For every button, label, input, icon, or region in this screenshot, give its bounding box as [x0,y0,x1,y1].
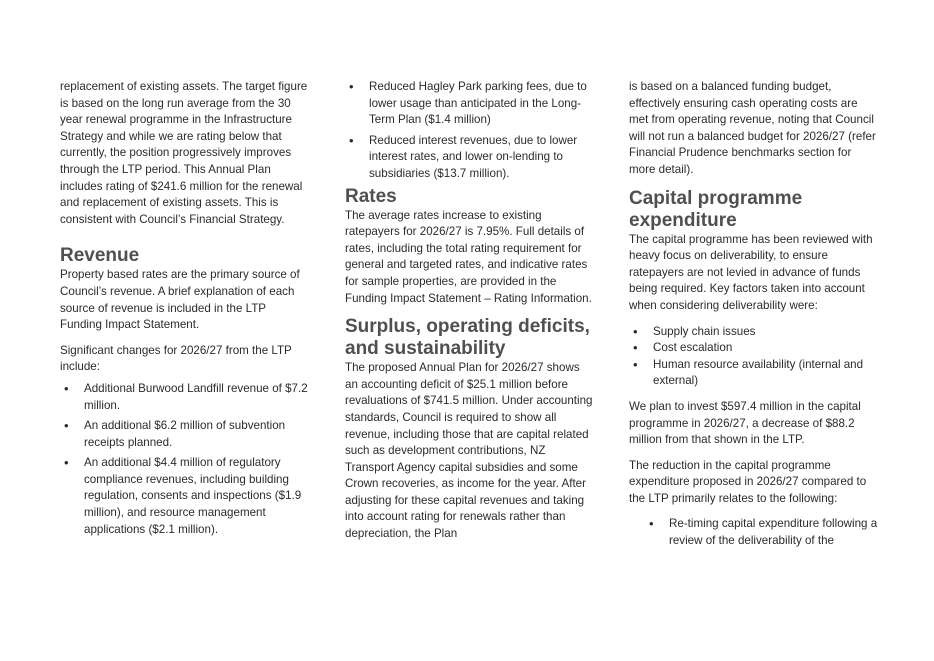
list-item: • Human resource availability (internal and external) [629,357,879,390]
heading-capital-programme: Capital programme expenditure [629,187,803,231]
paragraph-surplus: The proposed Annual Plan for 2026/27 shows an accounting deficit of $25.1 million before revaluations of $741.5 million. Under accounting standards, Council is required to show all revenue, including those that are capital related such as development contributions, NZ Transport Agency capital subsidies and some Crown recoveries, as income for the year. After adjusting for these capital revenues and taking into account rating for renewals rather than depreciation, the Plan [345,361,593,541]
column-middle [345,79,595,543]
heading-rates: Rates [345,185,397,207]
paragraph-revenue-sources: Property based rates are the primary source of Council’s revenue. A brief explanation of each source of revenue is included in the LTP Funding Impact Statement. [60,268,300,332]
reduction-reasons-list [629,516,879,549]
list-item: • An additional $6.2 million of subvention receipts planned. [60,418,310,451]
list-item: • Additional Burwood Landfill revenue of $7.2 million. [60,381,310,414]
list-item: • Cost escalation [629,340,879,357]
list-item: • Reduced interest revenues, due to lower interest rates, and lower on-lending to subsidiaries ($13.7 million). [345,133,595,183]
list-item: • Reduced Hagley Park parking fees, due to lower usage than anticipated in the Long-Term Plan ($1.4 million) [345,79,595,129]
heading-revenue: Revenue [60,245,140,267]
paragraph-asset-renewal: replacement of existing assets. The target figure is based on the long run average from the 30 year renewal programme in the Infrastructure Strategy and while we are rating below that currently, the position progressively improves through the LTP period. This Annual Plan includes rating of $241.6 million for the renewal and replacement of existing assets. This is consistent with Council’s Financial Strategy. [60,80,308,226]
paragraph-balanced-budget: is based on a balanced funding budget, effectively ensuring cash operating costs are met from operating revenue, noting that Council will not run a balanced budget for 2026/27 (refer Financial Prudence benchmarks section for more detail). [629,80,876,176]
paragraph-rates: The average rates increase to existing ratepayers for 2026/27 is 7.95%. Full details of rates, including the total rating requirement for general and targeted rates, and indicative rates for sample properties, are provided in the Funding Impact Statement – Rating Information. [345,208,592,305]
list-item: • Supply chain issues [629,324,879,341]
heading-surplus-deficits: Surplus, operating deficits, and sustainability [345,316,590,360]
revenue-reductions-list [345,79,595,183]
deliverability-factors-list [629,324,879,390]
list-item: • Re-timing capital expenditure following a review of the deliverability of the [629,516,879,549]
column-right [629,79,879,550]
paragraph-capital-reduction: The reduction in the capital programme expenditure proposed in 2026/27 compared to the LTP primarily relates to the following: [629,458,867,505]
paragraph-capital-review: The capital programme has been reviewed with heavy focus on deliverability, to ensure ratepayers are not levied in advance of funds being required. Key factors taken into account when considering deliverability were: [629,232,873,312]
list-item: • An additional $4.4 million of regulatory compliance revenues, including building regulation, consents and inspections ($1.9 million), and resource management applications ($2.1 million). [60,455,310,538]
paragraph-significant-changes: Significant changes for 2026/27 from the LTP include: [60,343,292,374]
paragraph-capital-investment: We plan to invest $597.4 million in the capital programme in 2026/27, a decrease of $88.2 million from that shown in the LTP. [629,399,861,447]
column-left [60,79,310,538]
revenue-changes-list [60,381,310,538]
